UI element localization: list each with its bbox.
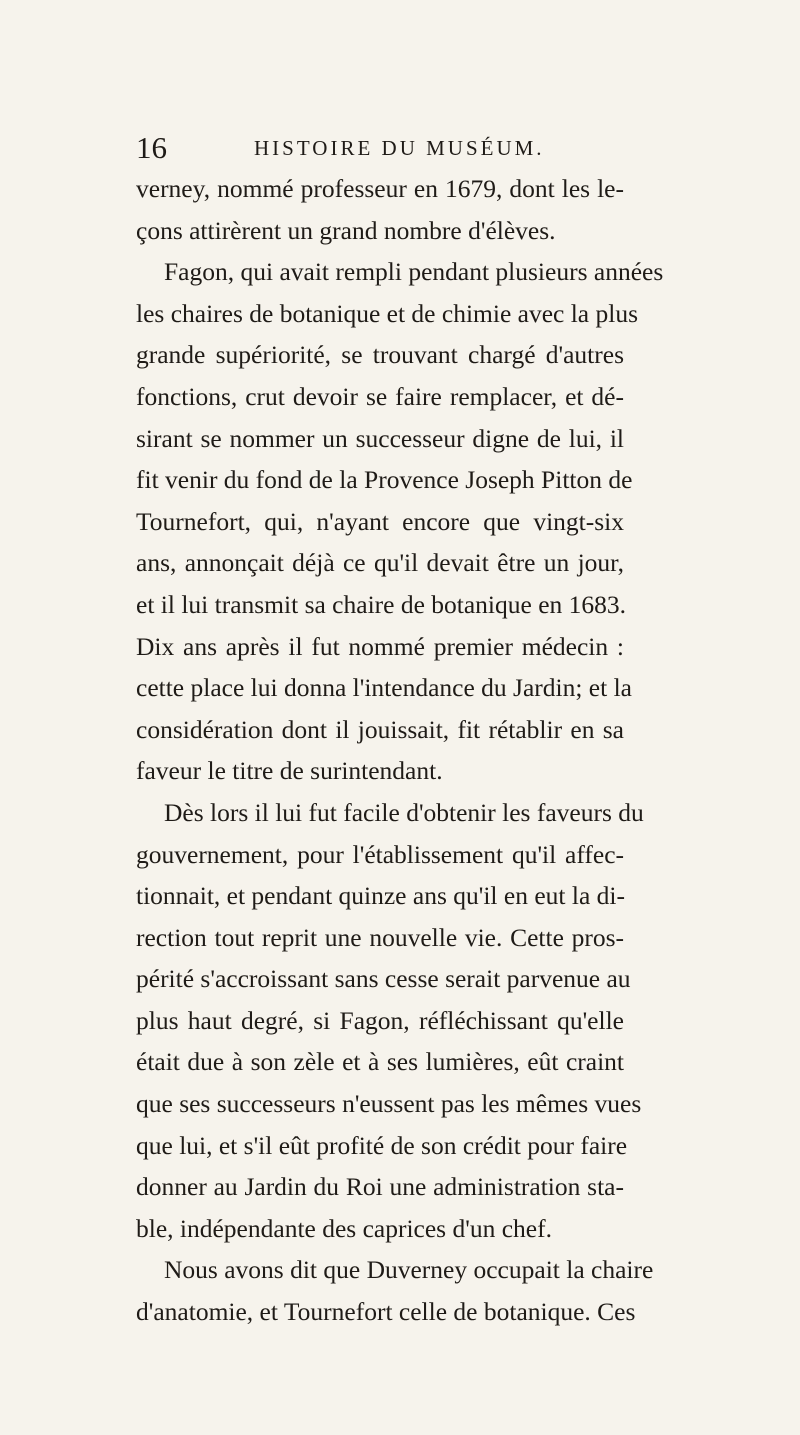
text-line: sirant se nommer un successeur digne de lui, il bbox=[136, 423, 624, 453]
text-line: d'anatomie, et Tournefort celle de botanique. Ces bbox=[136, 1297, 636, 1327]
text-line: les chaires de botanique et de chimie avec la plus bbox=[136, 298, 639, 328]
text-line: ans, annonçait déjà ce qu'il devait être un jour, bbox=[136, 548, 624, 578]
text-line: et il lui transmit sa chaire de botanique en 1683. bbox=[136, 589, 627, 619]
text-line: faveur le titre de surintendant. bbox=[136, 756, 443, 786]
body-text bbox=[136, 168, 664, 1333]
text-line: çons attirèrent un grand nombre d'élèves. bbox=[136, 215, 556, 245]
text-line: Tournefort, qui, n'ayant encore que vingt-six bbox=[136, 506, 624, 536]
text-line: fonctions, crut devoir se faire remplacer, et dé- bbox=[136, 381, 624, 411]
text-line: fit venir du fond de la Provence Joseph Pitton de bbox=[136, 465, 633, 495]
text-line: cette place lui donna l'intendance du Jardin; et la bbox=[136, 673, 632, 703]
text-line: périté s'accroissant sans cesse serait parvenue au bbox=[136, 964, 631, 994]
running-head: HISTOIRE DU MUSÉUM. bbox=[254, 136, 545, 160]
text-line: que ses successeurs n'eussent pas les mêmes vues bbox=[136, 1089, 642, 1119]
text-line: grande supériorité, se trouvant chargé d'autres bbox=[136, 340, 624, 370]
text-line: que lui, et s'il eût profité de son crédit pour faire bbox=[136, 1130, 628, 1160]
page-number: 16 bbox=[136, 130, 167, 165]
text-line: plus haut degré, si Fagon, réfléchissant qu'elle bbox=[136, 1005, 624, 1035]
text-line: considération dont il jouissait, fit rétablir en sa bbox=[136, 714, 624, 744]
text-line: tionnait, et pendant quinze ans qu'il en eut la di- bbox=[136, 881, 625, 911]
page-header bbox=[136, 128, 624, 168]
text-line: verney, nommé professeur en 1679, dont les le- bbox=[136, 174, 624, 203]
text-line: donner au Jardin du Roi une administration sta- bbox=[136, 1172, 624, 1202]
text-line: Dix ans après il fut nommé premier médecin : bbox=[136, 631, 624, 661]
text-line: était due à son zèle et à ses lumières, eût craint bbox=[136, 1047, 624, 1077]
text-line: Nous avons dit que Duverney occupait la chaire bbox=[164, 1255, 654, 1285]
text-line: Fagon, qui avait rempli pendant plusieurs années bbox=[164, 257, 664, 287]
text-line: rection tout reprit une nouvelle vie. Cette pros- bbox=[136, 922, 624, 952]
text-line: gouvernement, pour l'établissement qu'il affec- bbox=[136, 839, 624, 869]
text-line: Dès lors il lui fut facile d'obtenir les faveurs du bbox=[164, 797, 644, 827]
text-line: ble, indépendante des caprices d'un chef. bbox=[136, 1213, 552, 1243]
